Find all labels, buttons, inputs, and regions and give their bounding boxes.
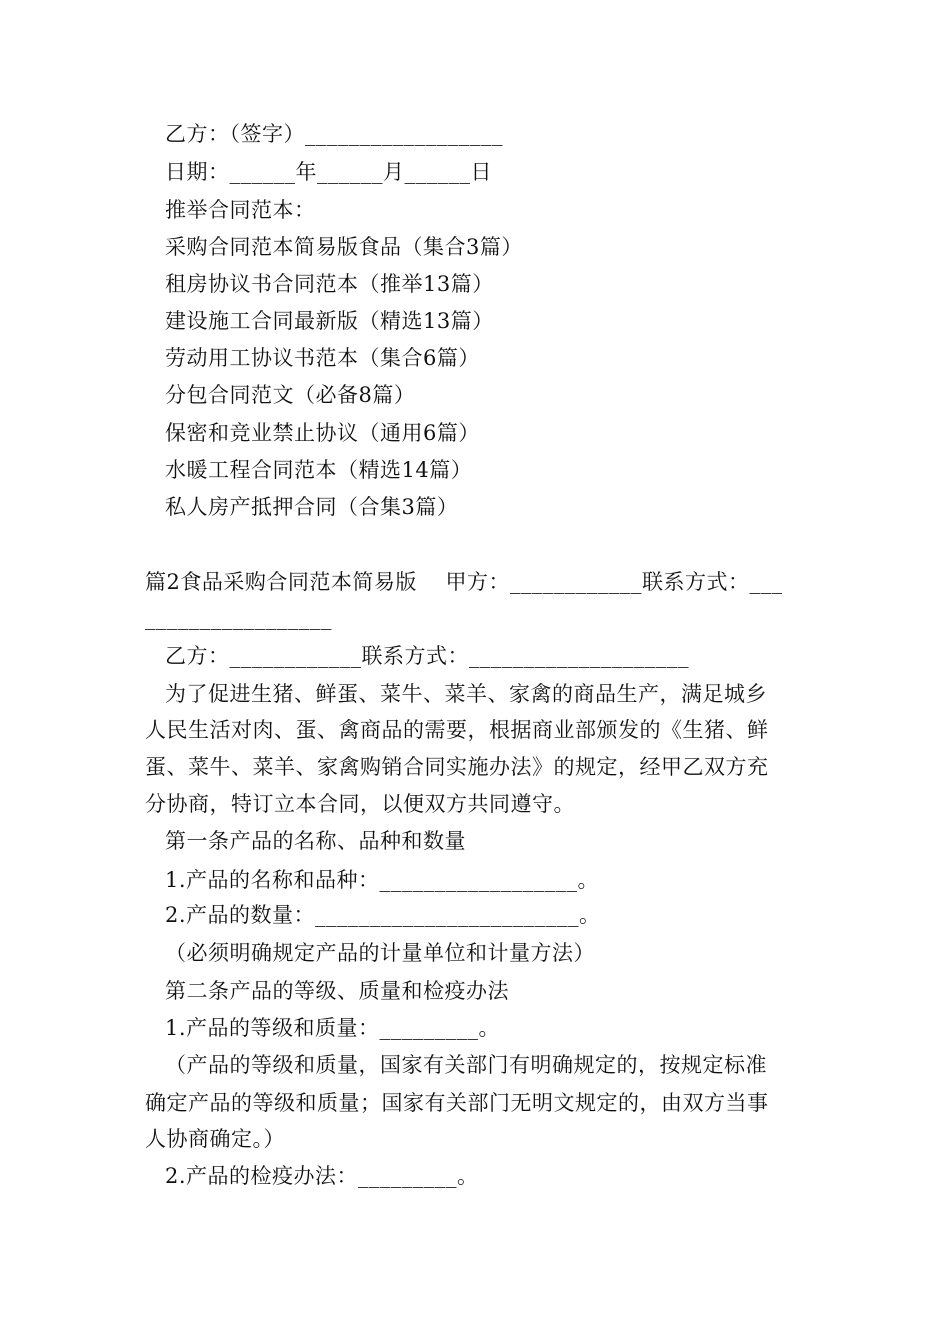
recommended-item[interactable]: 租房协议书合同范本（推举13篇） — [165, 272, 494, 296]
intro-paragraph-line: 蛋、菜牛、菜羊、家禽购销合同实施办法》的规定，经甲乙双方充 — [145, 755, 769, 779]
article1-note: （必须明确规定产品的计量单位和计量方法） — [165, 941, 595, 965]
section-title: 篇2食品采购合同范本简易版 甲方：____________联系方式：___ — [145, 570, 783, 594]
intro-paragraph-line: 分协商，特订立本合同，以便双方共同遵守。 — [145, 792, 575, 816]
section-title-continuation: _________________ — [145, 606, 332, 630]
recommended-item[interactable]: 私人房产抵押合同（合集3篇） — [165, 495, 459, 519]
intro-paragraph-line: 为了促进生猪、鲜蛋、菜牛、菜羊、家禽的商品生产，满足城乡 — [165, 682, 767, 706]
article2-note-line: （产品的等级和质量，国家有关部门有明确规定的，按规定标准 — [165, 1053, 767, 1077]
article1-title: 第一条产品的名称、品种和数量 — [165, 829, 466, 853]
date-line: 日期：______年______月______日 — [165, 160, 492, 184]
intro-paragraph-line: 人民生活对肉、蛋、禽商品的需要，根据商业部颁发的《生猪、鲜 — [145, 718, 769, 742]
recommended-item[interactable]: 建设施工合同最新版（精选13篇） — [165, 309, 494, 333]
recommended-item[interactable]: 保密和竞业禁止协议（通用6篇） — [165, 421, 480, 445]
recommended-item[interactable]: 采购合同范本简易版食品（集合3篇） — [165, 235, 523, 259]
article2-title: 第二条产品的等级、质量和检疫办法 — [165, 979, 509, 1003]
recommended-item[interactable]: 劳动用工协议书范本（集合6篇） — [165, 346, 480, 370]
article2-note-line: 确定产品的等级和质量；国家有关部门无明文规定的，由双方当事 — [145, 1091, 769, 1115]
recommended-item[interactable]: 分包合同范文（必备8篇） — [165, 383, 416, 407]
party-b-line: 乙方：____________联系方式：____________________ — [165, 644, 689, 668]
article1-item2: 2.产品的数量：________________________。 — [165, 903, 601, 927]
article1-item1: 1.产品的名称和品种：__________________。 — [165, 868, 600, 892]
recommended-item[interactable]: 水暖工程合同范本（精选14篇） — [165, 458, 473, 482]
article2-item1: 1.产品的等级和质量：_________。 — [165, 1016, 501, 1040]
recommended-heading: 推举合同范本： — [165, 198, 316, 222]
article2-item2: 2.产品的检疫办法：_________。 — [165, 1164, 479, 1188]
signature-line: 乙方：（签字）__________________ — [165, 122, 503, 146]
article2-note-line: 人协商确定。） — [145, 1127, 285, 1151]
